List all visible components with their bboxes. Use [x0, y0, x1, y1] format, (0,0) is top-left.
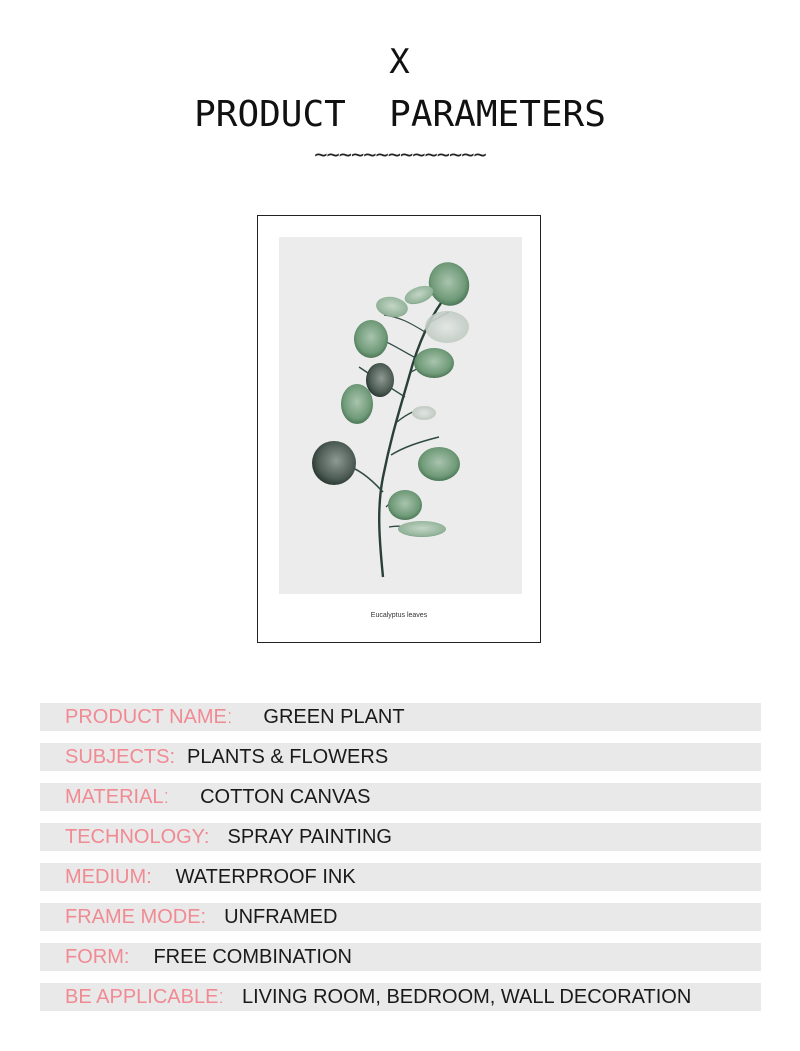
param-value: FREE COMBINATION [153, 945, 352, 968]
param-value: PLANTS & FLOWERS [187, 745, 389, 768]
param-row-medium [40, 863, 761, 891]
param-label: BE APPLICABLEː [65, 985, 224, 1008]
param-label: MEDIUM: [65, 865, 152, 888]
param-label: PRODUCT NAMEː [65, 705, 233, 728]
param-label: FRAME MODE: [65, 905, 207, 928]
param-label: FORM: [65, 945, 130, 968]
param-row-technology [40, 823, 761, 851]
param-label: SUBJECTS: [65, 745, 176, 768]
param-row-be-applicable [40, 983, 761, 1011]
product-image-frame [257, 215, 541, 643]
param-value: SPRAY PAINTING [227, 825, 392, 848]
param-value: COTTON CANVAS [200, 785, 371, 808]
parameter-list [40, 703, 761, 1023]
header-mark: X [389, 42, 411, 82]
param-row-frame-mode [40, 903, 761, 931]
title-divider: ~~~~~~~~~~~~~~ [314, 143, 486, 168]
artwork-caption: Eucalyptus leaves [370, 612, 428, 619]
eucalyptus-illustration [279, 237, 522, 594]
param-row-subjects [40, 743, 761, 771]
param-value: WATERPROOF INK [175, 865, 356, 888]
eucalyptus-artwork [279, 237, 522, 594]
param-row-material [40, 783, 761, 811]
param-label: MATERIALː [65, 785, 170, 808]
param-value: LIVING ROOM, BEDROOM, WALL DECORATION [241, 985, 692, 1008]
param-row-product-name [40, 703, 761, 731]
param-value: UNFRAMED [224, 905, 338, 928]
page-title: PRODUCT PARAMETERS [194, 94, 606, 135]
param-value: GREEN PLANT [263, 705, 405, 728]
param-label: TECHNOLOGY: [65, 825, 210, 848]
param-row-form [40, 943, 761, 971]
